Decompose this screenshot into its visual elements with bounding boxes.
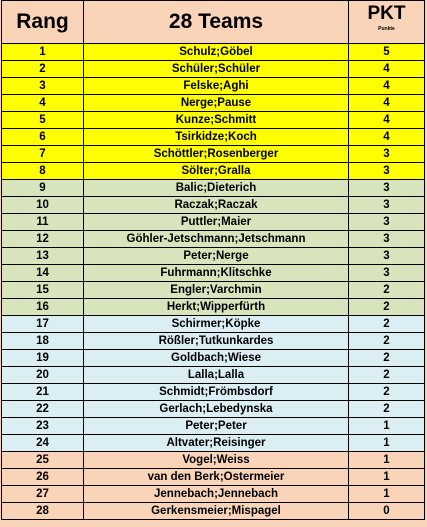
points-cell[interactable]: 4 (349, 95, 425, 112)
team-cell[interactable]: Lalla;Lalla (84, 367, 349, 384)
team-cell[interactable]: Goldbach;Wiese (84, 350, 349, 367)
points-cell[interactable]: 5 (349, 44, 425, 61)
team-cell[interactable]: Herkt;Wipperfürth (84, 299, 349, 316)
team-cell[interactable]: Altvater;Reisinger (84, 435, 349, 452)
table-row (2, 282, 425, 299)
points-cell[interactable]: 1 (349, 486, 425, 503)
table-row (2, 146, 425, 163)
points-cell[interactable]: 3 (349, 214, 425, 231)
table-row (2, 44, 425, 61)
team-cell[interactable]: Schulz;Göbel (84, 44, 349, 61)
team-cell[interactable]: Peter;Peter (84, 418, 349, 435)
points-cell[interactable]: 2 (349, 299, 425, 316)
points-cell[interactable]: 3 (349, 231, 425, 248)
team-cell[interactable]: Gerkensmeier;Mispagel (84, 503, 349, 520)
table-row (2, 231, 425, 248)
table-row (2, 401, 425, 418)
points-cell[interactable]: 2 (349, 316, 425, 333)
table-row (2, 78, 425, 95)
rank-cell[interactable]: 10 (2, 197, 84, 214)
points-cell[interactable]: 3 (349, 265, 425, 282)
table-row (2, 61, 425, 78)
team-cell[interactable]: Felske;Aghi (84, 78, 349, 95)
rank-cell[interactable]: 18 (2, 333, 84, 350)
rank-cell[interactable]: 22 (2, 401, 84, 418)
table-row (2, 503, 425, 520)
table-row (2, 197, 425, 214)
points-cell[interactable]: 1 (349, 418, 425, 435)
rank-cell[interactable]: 24 (2, 435, 84, 452)
table-row (2, 384, 425, 401)
points-header-title: PKT (367, 3, 406, 24)
team-cell[interactable]: Jennebach;Jennebach (84, 486, 349, 503)
team-cell[interactable]: Sölter;Gralla (84, 163, 349, 180)
ranking-table (1, 0, 425, 520)
header-row (2, 1, 425, 44)
table-row (2, 112, 425, 129)
table-row (2, 469, 425, 486)
rank-cell[interactable]: 27 (2, 486, 84, 503)
table-row (2, 180, 425, 197)
points-column-header[interactable] (349, 1, 425, 44)
points-cell[interactable]: 3 (349, 146, 425, 163)
table-row (2, 163, 425, 180)
team-cell[interactable]: Engler;Varchmin (84, 282, 349, 299)
team-cell[interactable]: Nerge;Pause (84, 95, 349, 112)
team-cell[interactable]: Schmidt;Frömbsdorf (84, 384, 349, 401)
rank-cell[interactable]: 12 (2, 231, 84, 248)
points-cell[interactable]: 1 (349, 435, 425, 452)
points-cell[interactable]: 3 (349, 248, 425, 265)
team-cell[interactable]: Puttler;Maier (84, 214, 349, 231)
points-cell[interactable]: 2 (349, 333, 425, 350)
table-row (2, 350, 425, 367)
points-header-subtitle: Punkte (378, 26, 395, 32)
table-row (2, 129, 425, 146)
table-row (2, 435, 425, 452)
team-cell[interactable]: Rößler;Tutkunkardes (84, 333, 349, 350)
rank-column-header[interactable]: Rang (2, 1, 84, 44)
rank-cell[interactable]: 26 (2, 469, 84, 486)
rank-cell[interactable]: 8 (2, 163, 84, 180)
rank-cell[interactable]: 21 (2, 384, 84, 401)
rank-cell[interactable]: 7 (2, 146, 84, 163)
table-row (2, 248, 425, 265)
rank-cell[interactable]: 23 (2, 418, 84, 435)
rank-cell[interactable]: 20 (2, 367, 84, 384)
rank-cell[interactable]: 4 (2, 95, 84, 112)
points-cell[interactable]: 4 (349, 61, 425, 78)
rank-cell[interactable]: 13 (2, 248, 84, 265)
rank-cell[interactable]: 5 (2, 112, 84, 129)
team-cell[interactable]: Göhler-Jetschmann;Jetschmann (84, 231, 349, 248)
points-cell[interactable]: 1 (349, 469, 425, 486)
points-cell[interactable]: 2 (349, 401, 425, 418)
points-cell[interactable]: 2 (349, 282, 425, 299)
points-cell[interactable]: 2 (349, 367, 425, 384)
next-empty-row (0, 522, 427, 527)
table-row (2, 316, 425, 333)
points-cell[interactable]: 0 (349, 503, 425, 520)
points-cell[interactable]: 3 (349, 180, 425, 197)
rank-cell[interactable]: 28 (2, 503, 84, 520)
points-cell[interactable]: 1 (349, 452, 425, 469)
table-row (2, 214, 425, 231)
points-cell[interactable]: 4 (349, 78, 425, 95)
table-row (2, 265, 425, 282)
rank-cell[interactable]: 6 (2, 129, 84, 146)
rank-cell[interactable]: 19 (2, 350, 84, 367)
rank-cell[interactable]: 9 (2, 180, 84, 197)
team-cell[interactable]: Peter;Nerge (84, 248, 349, 265)
team-cell[interactable]: Tsirkidze;Koch (84, 129, 349, 146)
table-row (2, 486, 425, 503)
table-row (2, 452, 425, 469)
table-row (2, 418, 425, 435)
team-cell[interactable]: Vogel;Weiss (84, 452, 349, 469)
teams-column-header[interactable]: 28 Teams (84, 1, 349, 44)
points-cell[interactable]: 4 (349, 129, 425, 146)
team-cell[interactable]: Schöttler;Rosenberger (84, 146, 349, 163)
table-body (2, 44, 425, 520)
table-row (2, 299, 425, 316)
rank-cell[interactable]: 11 (2, 214, 84, 231)
team-cell[interactable]: Balic;Dieterich (84, 180, 349, 197)
team-cell[interactable]: Raczak;Raczak (84, 197, 349, 214)
rank-cell[interactable]: 15 (2, 282, 84, 299)
team-cell[interactable]: Fuhrmann;Klitschke (84, 265, 349, 282)
rank-cell[interactable]: 25 (2, 452, 84, 469)
table-header (2, 1, 425, 44)
rank-cell[interactable]: 3 (2, 78, 84, 95)
rank-cell[interactable]: 1 (2, 44, 84, 61)
table-row (2, 333, 425, 350)
rank-cell[interactable]: 14 (2, 265, 84, 282)
points-cell[interactable]: 3 (349, 197, 425, 214)
rank-cell[interactable]: 16 (2, 299, 84, 316)
team-cell[interactable]: Kunze;Schmitt (84, 112, 349, 129)
points-cell[interactable]: 2 (349, 350, 425, 367)
team-cell[interactable]: Schüler;Schüler (84, 61, 349, 78)
rank-cell[interactable]: 17 (2, 316, 84, 333)
table-row (2, 367, 425, 384)
rank-cell[interactable]: 2 (2, 61, 84, 78)
points-cell[interactable]: 2 (349, 384, 425, 401)
points-cell[interactable]: 3 (349, 163, 425, 180)
table-row (2, 95, 425, 112)
team-cell[interactable]: Schirmer;Köpke (84, 316, 349, 333)
team-cell[interactable]: Gerlach;Lebedynska (84, 401, 349, 418)
points-cell[interactable]: 4 (349, 112, 425, 129)
team-cell[interactable]: van den Berk;Ostermeier (84, 469, 349, 486)
